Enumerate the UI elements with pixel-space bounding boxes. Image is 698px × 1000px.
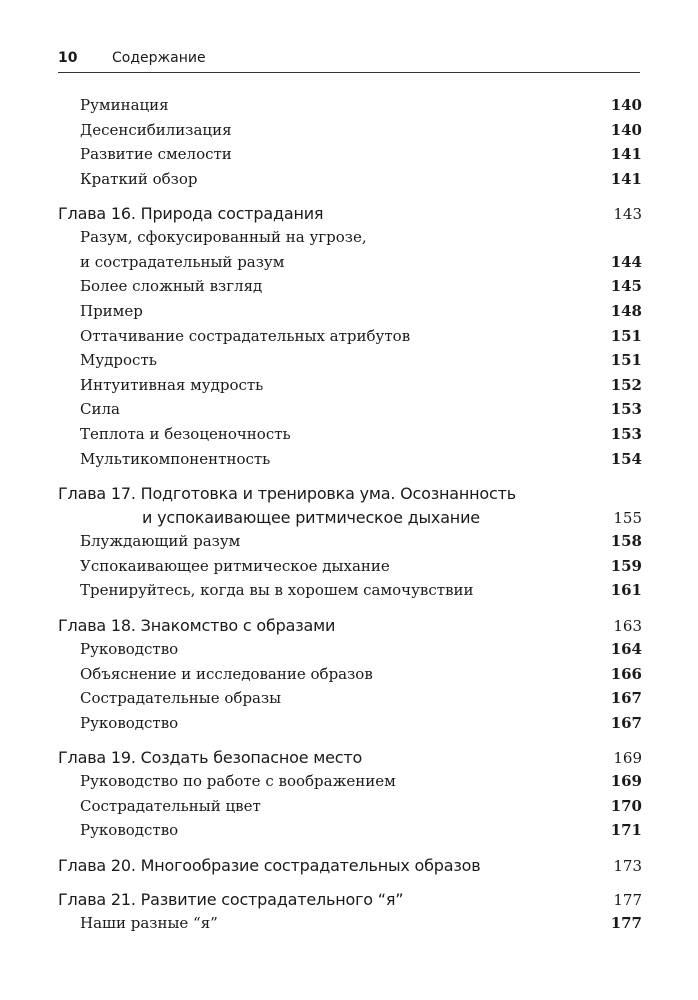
toc-entry-title: Мультикомпонентность — [80, 449, 271, 468]
toc-entry-page: 154 — [610, 449, 642, 468]
toc-entry-page: 170 — [610, 796, 642, 815]
toc-entry — [58, 448, 642, 473]
toc-entry — [58, 349, 642, 374]
toc-entry-page: 167 — [610, 689, 642, 708]
toc-entry — [58, 795, 642, 820]
toc-entry — [58, 770, 642, 795]
chapter-19-heading — [58, 746, 642, 770]
toc-entry-page: 140 — [610, 120, 642, 139]
chapter-18-heading — [58, 614, 642, 638]
chapter-page: 163 — [613, 616, 642, 635]
toc-entry-page: 166 — [610, 664, 642, 683]
chapter-title: Глава 21. Развитие сострадательного “я” — [58, 890, 404, 910]
toc-entry-page: 151 — [610, 351, 642, 370]
toc-entry-title-continued: и сострадательный разум — [80, 252, 285, 271]
toc-entry-title: Десенсибилизация — [80, 120, 232, 139]
toc-entry — [58, 712, 642, 737]
toc-entry-title: Руководство — [80, 713, 179, 732]
chapter-title: Глава 19. Создать безопасное место — [58, 748, 363, 768]
toc-entry — [58, 143, 642, 168]
toc-entry-title: Краткий обзор — [80, 169, 198, 188]
toc-entry — [58, 819, 642, 844]
chapter-page: 155 — [613, 509, 642, 528]
toc-entry — [58, 374, 642, 399]
running-title: Содержание — [112, 50, 206, 66]
toc-entry-title: Руководство — [80, 821, 179, 840]
toc-entry — [58, 912, 642, 937]
toc-entry — [58, 638, 642, 663]
chapter-title: Глава 18. Знакомство с образами — [58, 615, 336, 635]
toc-entry-page: 171 — [610, 821, 642, 840]
chapter-title: Глава 17. Подготовка и тренировка ума. Осознанность — [58, 484, 516, 504]
toc-entry-title: Успокаивающее ритмическое дыхание — [80, 556, 390, 575]
toc-entry — [58, 555, 642, 580]
toc-entry-page: 145 — [610, 277, 642, 296]
toc-entry — [58, 275, 642, 300]
toc-entry-title: Теплота и безоценочность — [80, 424, 291, 443]
toc-entry-title: Блуждающий разум — [80, 532, 241, 551]
chapter-title: Глава 16. Природа сострадания — [58, 204, 324, 224]
toc-entry-page: 151 — [610, 326, 642, 345]
toc-entry — [58, 226, 642, 275]
toc-entry-page: 141 — [610, 169, 642, 188]
toc-entry-title: Пример — [80, 301, 143, 320]
toc-entry-title: Руминация — [80, 96, 169, 114]
toc-entry-title: Интуитивная мудрость — [80, 375, 264, 394]
chapter-17-heading — [58, 482, 642, 530]
toc-entry — [58, 687, 642, 712]
running-header — [58, 46, 640, 73]
toc-entry-page: 153 — [610, 400, 642, 419]
toc-entry-title: Сострадательный цвет — [80, 796, 261, 815]
toc-entry — [58, 579, 642, 604]
toc-entry-page: 164 — [610, 639, 642, 658]
toc-entry-page: 167 — [610, 713, 642, 732]
toc-entry-page: 158 — [610, 532, 642, 551]
toc-entry-title: Оттачивание сострадательных атрибутов — [80, 326, 411, 345]
toc-entry — [58, 423, 642, 448]
toc-entry-title: Руководство — [80, 639, 179, 658]
toc-entry-page: 140 — [610, 96, 642, 114]
table-of-contents — [58, 94, 642, 937]
chapter-20-heading — [58, 854, 642, 878]
chapter-title-continued: и успокаивающее ритмическое дыхание — [142, 508, 480, 528]
toc-entry — [58, 530, 642, 555]
chapter-page: 143 — [613, 205, 642, 224]
toc-entry — [58, 398, 642, 423]
toc-entry — [58, 663, 642, 688]
toc-entry-page: 177 — [610, 914, 642, 933]
toc-entry-page: 159 — [610, 556, 642, 575]
chapter-page: 177 — [613, 891, 642, 910]
chapter-page: 173 — [613, 857, 642, 876]
toc-entry-title: Более сложный взгляд — [80, 277, 263, 296]
toc-entry-title: Тренируйтесь, когда вы в хорошем самочувствии — [80, 581, 474, 600]
chapter-title: Глава 20. Многообразие сострадательных образов — [58, 856, 481, 876]
toc-entry-title: Руководство по работе с воображением — [80, 772, 396, 791]
chapter-21-heading — [58, 888, 642, 912]
toc-entry — [58, 119, 642, 144]
toc-entry-title: Сострадательные образы — [80, 689, 282, 708]
toc-entry-title: Наши разные “я” — [80, 914, 218, 933]
toc-entry-title: Развитие смелости — [80, 145, 232, 164]
page-number: 10 — [58, 50, 78, 66]
toc-entry-title: Разум, сфокусированный на угрозе, — [80, 228, 367, 247]
toc-entry-title: Сила — [80, 400, 120, 419]
toc-entry — [58, 168, 642, 193]
toc-entry — [58, 300, 642, 325]
toc-entry-page: 144 — [610, 252, 642, 271]
toc-entry-title: Объяснение и исследование образов — [80, 664, 373, 683]
toc-entry-page: 169 — [610, 772, 642, 791]
toc-entry-title: Мудрость — [80, 351, 157, 370]
toc-entry-page: 161 — [610, 581, 642, 600]
toc-entry-page: 152 — [610, 375, 642, 394]
chapter-page: 169 — [613, 749, 642, 768]
toc-entry-page: 153 — [610, 424, 642, 443]
toc-entry — [58, 325, 642, 350]
chapter-16-heading — [58, 202, 642, 226]
toc-entry-page: 148 — [610, 301, 642, 320]
toc-entry — [58, 94, 642, 119]
toc-entry-page: 141 — [610, 145, 642, 164]
